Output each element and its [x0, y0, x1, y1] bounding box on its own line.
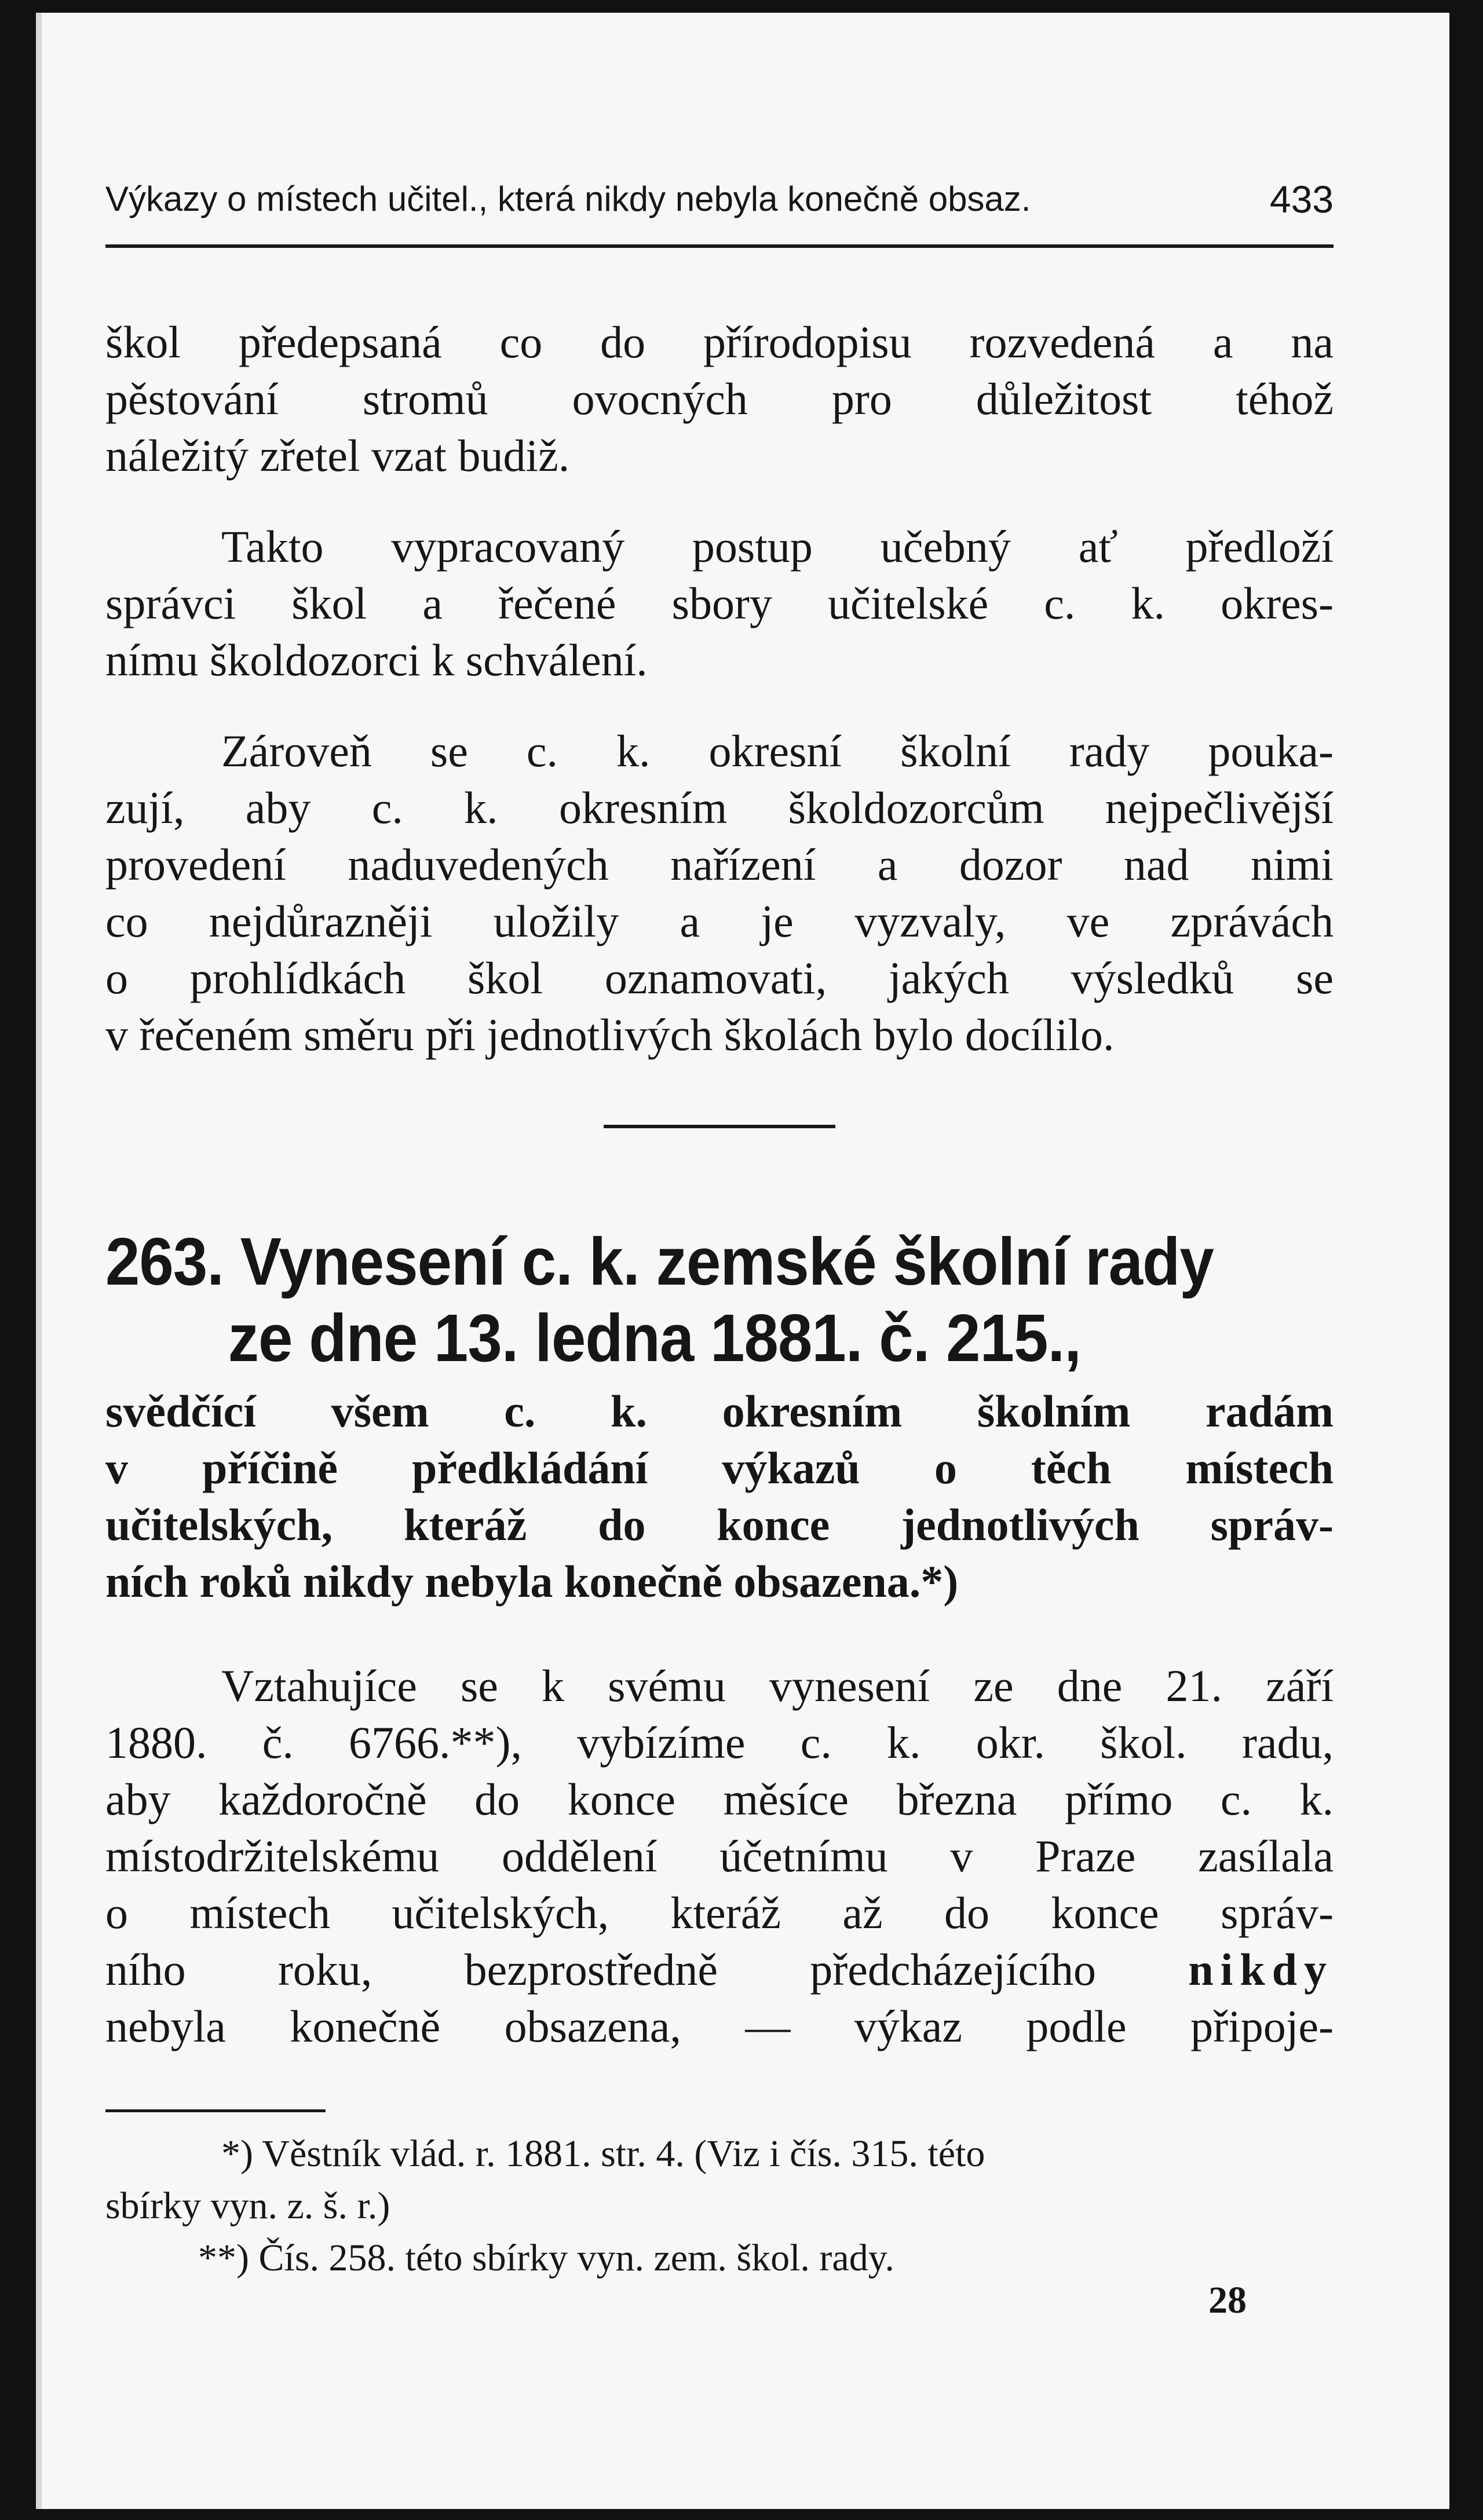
text-line: aby každoročně do konce měsíce března přímo c. k.	[105, 1774, 1334, 1824]
signature-number: 28	[1208, 2279, 1247, 2321]
text-line: správci škol a řečené sbory učitelské c. k. okres-	[105, 578, 1334, 628]
paragraph-1	[105, 314, 1334, 484]
text-line: 1880. č. 6766.**), vybízíme c. k. okr. škol. radu,	[105, 1717, 1334, 1768]
book-page	[36, 13, 1449, 2509]
footnote-1-line-2: sbírky vyn. z. š. r.)	[105, 2185, 390, 2227]
text-line: nímu školdozorci k schválení.	[105, 635, 648, 685]
heading-line-1: 263. Vynesení c. k. zemské školní rady	[105, 1224, 1214, 1299]
section-separator	[604, 1125, 835, 1128]
text-line	[105, 1941, 1334, 1998]
text-line: o místech učitelských, kteráž až do konce správ-	[105, 1888, 1334, 1938]
page-gutter-shadow	[36, 13, 42, 2509]
header-rule	[105, 244, 1334, 248]
spaced-emphasis: nikdy	[1188, 1944, 1334, 1995]
subtitle-line: v příčině předkládání výkazů o těch místech	[105, 1443, 1334, 1493]
text-line: místodržitelskému oddělení účetnímu v Praze zasílala	[105, 1831, 1334, 1881]
text-line: Takto vypracovaný postup učebný ať předloží	[221, 521, 1334, 572]
footnotes	[105, 2128, 1334, 2284]
footnote-1-line-1: *) Věstník vlád. r. 1881. str. 4. (Viz i čís. 315. této	[221, 2133, 985, 2175]
running-title: Výkazy o místech učitel., která nikdy nebyla konečně obsaz.	[105, 180, 1031, 218]
text-line: o prohlídkách škol oznamovati, jakých výsledků se	[105, 953, 1334, 1003]
subtitle-line: ních roků nikdy nebyla konečně obsazena.*)	[105, 1556, 959, 1607]
paragraph-4	[105, 1658, 1334, 2055]
text-line: škol předepsaná co do přírodopisu rozvedená a na	[105, 317, 1334, 367]
text-line: v řečeném směru při jednotlivých školách bylo docílilo.	[105, 1010, 1115, 1060]
section-heading	[105, 1223, 1235, 1376]
text-line: provedení naduvedených nařízení a dozor nad nimi	[105, 839, 1334, 890]
text-line: Vztahujíce se k svému vynesení ze dne 21. září	[221, 1661, 1334, 1711]
text-line: náležitý zřetel vzat budiž.	[105, 430, 570, 481]
footnote-rule	[105, 2109, 326, 2112]
heading-line-2: ze dne 13. ledna 1881. č. 215.,	[228, 1300, 1081, 1376]
text-line: pěstování stromů ovocných pro důležitost téhož	[105, 374, 1334, 424]
line-start: ního roku, bezprostředně předcházejícího	[105, 1944, 1096, 1995]
subtitle-line: svědčící všem c. k. okresním školním radám	[105, 1386, 1334, 1436]
paragraph-2	[105, 518, 1334, 689]
text-line: Zároveň se c. k. okresní školní rady pouka-	[221, 726, 1334, 776]
subtitle-line: učitelských, kteráž do konce jednotlivých správ-	[105, 1499, 1334, 1550]
page-number: 433	[1269, 178, 1334, 221]
footnote-2: **) Čís. 258. této sbírky vyn. zem. škol. rady.	[198, 2237, 894, 2279]
section-subtitle	[105, 1383, 1334, 1610]
text-line: co nejdůrazněji uložily a je vyzvaly, ve zprávách	[105, 896, 1334, 946]
text-line: zují, aby c. k. okresním školdozorcům nejpečlivější	[105, 782, 1334, 833]
text-line: nebyla konečně obsazena, — výkaz podle připoje-	[105, 2001, 1334, 2051]
paragraph-3	[105, 723, 1334, 1063]
